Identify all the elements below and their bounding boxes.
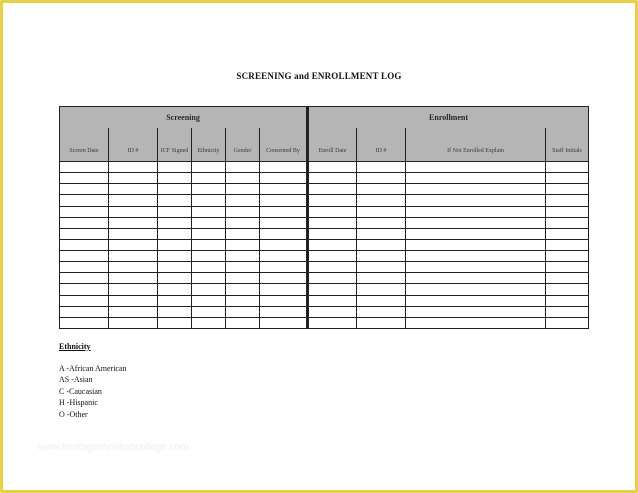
table-cell[interactable] bbox=[308, 317, 357, 328]
table-cell[interactable] bbox=[308, 195, 357, 206]
table-cell[interactable] bbox=[109, 306, 158, 317]
table-cell[interactable] bbox=[308, 206, 357, 217]
table-cell[interactable] bbox=[226, 217, 260, 228]
table-cell[interactable] bbox=[226, 228, 260, 239]
table-cell[interactable] bbox=[357, 306, 406, 317]
table-cell[interactable] bbox=[158, 228, 192, 239]
table-cell[interactable] bbox=[109, 195, 158, 206]
table-cell[interactable] bbox=[60, 262, 109, 273]
table-cell[interactable] bbox=[406, 206, 546, 217]
table-cell[interactable] bbox=[60, 206, 109, 217]
table-cell[interactable] bbox=[192, 317, 226, 328]
table-row bbox=[60, 251, 589, 262]
enrollment-group-header: Enrollment bbox=[308, 107, 589, 129]
table-row bbox=[60, 295, 589, 306]
document-title: SCREENING and ENROLLMENT LOG bbox=[236, 71, 402, 81]
table-cell[interactable] bbox=[308, 162, 357, 173]
watermark: www.heritagechristiancollege.com bbox=[38, 442, 189, 453]
table-cell[interactable] bbox=[226, 239, 260, 250]
table-cell[interactable] bbox=[192, 262, 226, 273]
table-cell[interactable] bbox=[192, 206, 226, 217]
col-header-enroll-id: ID # bbox=[357, 128, 406, 162]
table-cell[interactable] bbox=[546, 173, 589, 184]
table-cell[interactable] bbox=[60, 284, 109, 295]
table-cell[interactable] bbox=[192, 239, 226, 250]
table-cell[interactable] bbox=[308, 306, 357, 317]
table-row bbox=[60, 239, 589, 250]
table-cell[interactable] bbox=[260, 184, 308, 195]
table-row bbox=[60, 195, 589, 206]
table-cell[interactable] bbox=[226, 317, 260, 328]
col-header-consented-by: Consented By bbox=[260, 128, 308, 162]
table-cell[interactable] bbox=[357, 184, 406, 195]
table-cell[interactable] bbox=[109, 173, 158, 184]
table-cell[interactable] bbox=[60, 162, 109, 173]
table-cell[interactable] bbox=[158, 217, 192, 228]
table-cell[interactable] bbox=[226, 251, 260, 262]
table-cell[interactable] bbox=[546, 184, 589, 195]
table-cell[interactable] bbox=[546, 273, 589, 284]
table-cell[interactable] bbox=[406, 239, 546, 250]
table-cell[interactable] bbox=[406, 217, 546, 228]
col-header-gender: Gender bbox=[226, 128, 260, 162]
table-cell[interactable] bbox=[226, 173, 260, 184]
table-cell[interactable] bbox=[357, 317, 406, 328]
table-cell[interactable] bbox=[109, 228, 158, 239]
table-cell[interactable] bbox=[158, 251, 192, 262]
table-cell[interactable] bbox=[158, 295, 192, 306]
table-cell[interactable] bbox=[260, 173, 308, 184]
col-header-icf-signed: ICF Signed bbox=[158, 128, 192, 162]
table-row bbox=[60, 317, 589, 328]
table-row bbox=[60, 184, 589, 195]
log-table bbox=[59, 106, 589, 329]
table-cell[interactable] bbox=[109, 251, 158, 262]
table-cell[interactable] bbox=[357, 195, 406, 206]
table-cell[interactable] bbox=[260, 162, 308, 173]
table-cell[interactable] bbox=[260, 239, 308, 250]
col-header-ethnicity: Ethnicity bbox=[192, 128, 226, 162]
table-cell[interactable] bbox=[109, 284, 158, 295]
table-cell[interactable] bbox=[260, 251, 308, 262]
table-cell[interactable] bbox=[109, 273, 158, 284]
table-cell[interactable] bbox=[406, 306, 546, 317]
col-header-not-enrolled-explain: If Not Enrolled Explain bbox=[406, 128, 546, 162]
table-row bbox=[60, 162, 589, 173]
table-cell[interactable] bbox=[406, 262, 546, 273]
table-cell[interactable] bbox=[357, 273, 406, 284]
table-cell[interactable] bbox=[60, 217, 109, 228]
table-cell[interactable] bbox=[109, 262, 158, 273]
table-cell[interactable] bbox=[109, 295, 158, 306]
table-cell[interactable] bbox=[546, 228, 589, 239]
table-cell[interactable] bbox=[60, 273, 109, 284]
table-cell[interactable] bbox=[357, 162, 406, 173]
table-cell[interactable] bbox=[546, 317, 589, 328]
table-cell[interactable] bbox=[406, 195, 546, 206]
table-cell[interactable] bbox=[226, 262, 260, 273]
table-cell[interactable] bbox=[60, 251, 109, 262]
table-cell[interactable] bbox=[158, 273, 192, 284]
table-cell[interactable] bbox=[226, 206, 260, 217]
table-cell[interactable] bbox=[357, 295, 406, 306]
table-cell[interactable] bbox=[192, 173, 226, 184]
ethnicity-legend bbox=[59, 341, 127, 420]
table-cell[interactable] bbox=[226, 184, 260, 195]
table-cell[interactable] bbox=[60, 173, 109, 184]
table-cell[interactable] bbox=[226, 295, 260, 306]
table-cell[interactable] bbox=[60, 317, 109, 328]
table-cell[interactable] bbox=[406, 251, 546, 262]
table-cell[interactable] bbox=[546, 217, 589, 228]
table-cell[interactable] bbox=[158, 162, 192, 173]
legend-item: C -Caucasian bbox=[59, 386, 102, 396]
table-cell[interactable] bbox=[60, 228, 109, 239]
table-cell[interactable] bbox=[158, 206, 192, 217]
table-cell[interactable] bbox=[308, 295, 357, 306]
table-cell[interactable] bbox=[357, 251, 406, 262]
table-cell[interactable] bbox=[192, 295, 226, 306]
table-cell[interactable] bbox=[357, 173, 406, 184]
table-row bbox=[60, 262, 589, 273]
table-row bbox=[60, 217, 589, 228]
col-header-screen-date: Screen Date bbox=[60, 128, 109, 162]
table-cell[interactable] bbox=[226, 195, 260, 206]
table-cell[interactable] bbox=[406, 284, 546, 295]
table-row bbox=[60, 206, 589, 217]
table-row bbox=[60, 173, 589, 184]
table-cell[interactable] bbox=[192, 195, 226, 206]
table-cell[interactable] bbox=[158, 306, 192, 317]
table-cell[interactable] bbox=[260, 195, 308, 206]
table-cell[interactable] bbox=[158, 284, 192, 295]
table-cell[interactable] bbox=[60, 239, 109, 250]
table-cell[interactable] bbox=[308, 228, 357, 239]
table-cell[interactable] bbox=[60, 295, 109, 306]
table-row bbox=[60, 284, 589, 295]
table-cell[interactable] bbox=[406, 173, 546, 184]
table-cell[interactable] bbox=[546, 284, 589, 295]
col-header-enroll-date: Enroll Date bbox=[308, 128, 357, 162]
legend-heading: Ethnicity bbox=[59, 342, 91, 351]
table-cell[interactable] bbox=[260, 273, 308, 284]
legend-item: H -Hispanic bbox=[59, 398, 98, 407]
legend-item: O -Other bbox=[59, 409, 88, 419]
table-cell[interactable] bbox=[226, 284, 260, 295]
table-cell[interactable] bbox=[546, 162, 589, 173]
table-cell[interactable] bbox=[109, 206, 158, 217]
table-cell[interactable] bbox=[192, 251, 226, 262]
table-cell[interactable] bbox=[192, 184, 226, 195]
table-cell[interactable] bbox=[546, 262, 589, 273]
table-cell[interactable] bbox=[192, 273, 226, 284]
table-cell[interactable] bbox=[260, 306, 308, 317]
table-cell[interactable] bbox=[546, 251, 589, 262]
table-cell[interactable] bbox=[226, 273, 260, 284]
table-cell[interactable] bbox=[260, 295, 308, 306]
table-cell[interactable] bbox=[308, 284, 357, 295]
table-cell[interactable] bbox=[308, 217, 357, 228]
table-cell[interactable] bbox=[192, 284, 226, 295]
table-cell[interactable] bbox=[406, 228, 546, 239]
table-cell[interactable] bbox=[406, 184, 546, 195]
table-cell[interactable] bbox=[357, 206, 406, 217]
table-cell[interactable] bbox=[546, 206, 589, 217]
table-cell[interactable] bbox=[308, 239, 357, 250]
table-cell[interactable] bbox=[109, 162, 158, 173]
table-cell[interactable] bbox=[109, 217, 158, 228]
table-cell[interactable] bbox=[260, 217, 308, 228]
table-cell[interactable] bbox=[357, 228, 406, 239]
table-cell[interactable] bbox=[406, 295, 546, 306]
table-cell[interactable] bbox=[192, 228, 226, 239]
col-header-screen-id: ID # bbox=[109, 128, 158, 162]
table-cell[interactable] bbox=[308, 184, 357, 195]
col-header-staff-initials: Staff Initials bbox=[546, 128, 589, 162]
table-cell[interactable] bbox=[260, 317, 308, 328]
table-cell[interactable] bbox=[406, 317, 546, 328]
table-cell[interactable] bbox=[406, 162, 546, 173]
table-cell[interactable] bbox=[60, 306, 109, 317]
table-cell[interactable] bbox=[158, 239, 192, 250]
table-cell[interactable] bbox=[109, 239, 158, 250]
table-row bbox=[60, 306, 589, 317]
table-cell[interactable] bbox=[260, 284, 308, 295]
table-cell[interactable] bbox=[308, 173, 357, 184]
table-cell[interactable] bbox=[158, 317, 192, 328]
table-cell[interactable] bbox=[192, 217, 226, 228]
group-header-row bbox=[60, 107, 589, 129]
table-cell[interactable] bbox=[260, 262, 308, 273]
table-cell[interactable] bbox=[192, 306, 226, 317]
table-cell[interactable] bbox=[109, 317, 158, 328]
table-cell[interactable] bbox=[158, 195, 192, 206]
table-row bbox=[60, 228, 589, 239]
table-cell[interactable] bbox=[546, 195, 589, 206]
table-cell[interactable] bbox=[546, 295, 589, 306]
table-cell[interactable] bbox=[406, 273, 546, 284]
table-cell[interactable] bbox=[158, 173, 192, 184]
table-cell[interactable] bbox=[158, 262, 192, 273]
table-cell[interactable] bbox=[226, 162, 260, 173]
table-cell[interactable] bbox=[357, 239, 406, 250]
legend-item: AS -Asian bbox=[59, 375, 93, 384]
table-cell[interactable] bbox=[158, 184, 192, 195]
screening-group-header: Screening bbox=[60, 107, 308, 129]
table-cell[interactable] bbox=[260, 228, 308, 239]
table-row bbox=[60, 273, 589, 284]
table-cell[interactable] bbox=[192, 162, 226, 173]
table-cell[interactable] bbox=[260, 206, 308, 217]
table-cell[interactable] bbox=[546, 239, 589, 250]
table-cell[interactable] bbox=[308, 262, 357, 273]
table-cell[interactable] bbox=[226, 306, 260, 317]
table-cell[interactable] bbox=[357, 284, 406, 295]
table-cell[interactable] bbox=[308, 273, 357, 284]
table-cell[interactable] bbox=[109, 184, 158, 195]
column-header-row bbox=[60, 128, 589, 162]
table-cell[interactable] bbox=[60, 184, 109, 195]
table-cell[interactable] bbox=[357, 262, 406, 273]
legend-item: A -African American bbox=[59, 363, 127, 373]
table-cell[interactable] bbox=[308, 251, 357, 262]
table-cell[interactable] bbox=[546, 306, 589, 317]
table-cell[interactable] bbox=[357, 217, 406, 228]
table-cell[interactable] bbox=[60, 195, 109, 206]
